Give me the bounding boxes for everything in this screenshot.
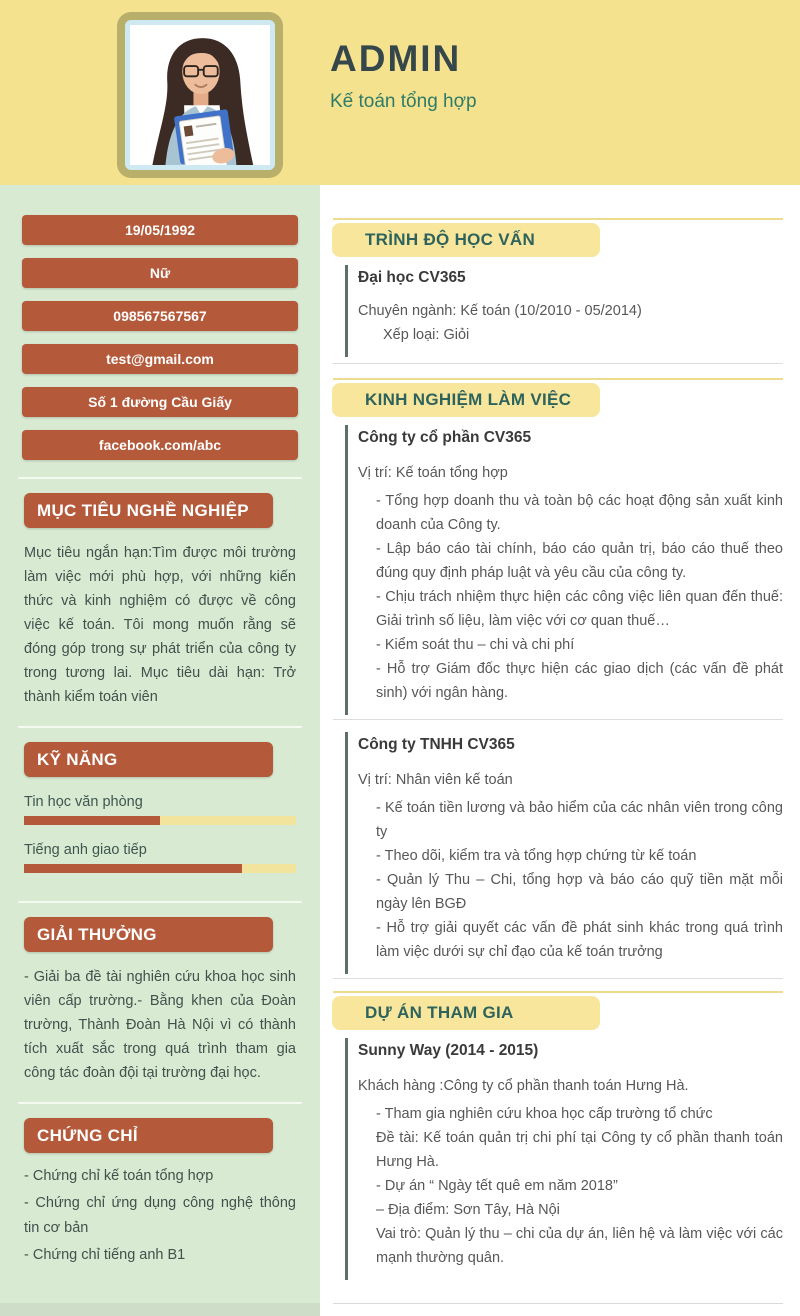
contact-chip-birthday[interactable]: 19/05/1992 — [22, 215, 298, 245]
header-text — [330, 38, 477, 113]
profile-photo-frame — [117, 12, 283, 178]
job-company: Công ty TNHH CV365 — [358, 736, 515, 753]
project-bullet: - Tham gia nghiên cứu khoa học cấp trường tổ chức — [376, 1106, 713, 1122]
job-bullet: - Hỗ trợ giải quyết các vấn đề phát sinh khác trong quá trình làm việc dưới sự chỉ đạo của kế toán trưởng — [376, 920, 783, 960]
skill-bar-track — [24, 816, 296, 825]
project-client: Khách hàng :Công ty cổ phần thanh toán Hưng Hà. — [358, 1078, 689, 1094]
education-grade: Xếp loại: Giỏi — [383, 327, 470, 343]
job-position: Vị trí: Kế toán tổng hợp — [358, 465, 508, 481]
education-block — [345, 265, 783, 357]
section-divider — [333, 978, 783, 979]
projects-section-badge: DỰ ÁN THAM GIA — [332, 996, 600, 1030]
skill-label: Tiếng anh giao tiếp — [24, 842, 147, 858]
experience-job-block — [345, 732, 783, 974]
project-bullet: - Dự án “ Ngày tết quê em năm 2018” — [376, 1178, 618, 1194]
awards-section-header: GIẢI THƯỞNG — [24, 917, 273, 952]
certificates-list — [24, 1164, 296, 1268]
education-major: Chuyên ngành: Kế toán (10/2010 - 05/2014) — [358, 303, 642, 319]
skill-bar-fill — [24, 816, 160, 825]
skill-item — [24, 794, 296, 825]
job-bullet: - Lập báo cáo tài chính, báo cáo quản trị, báo cáo thuế theo đúng quy định pháp luật và yêu cầu của công ty. — [376, 541, 783, 581]
experience-job-block — [345, 425, 783, 715]
job-bullet: - Kiểm soát thu – chi và chi phí — [376, 637, 575, 653]
job-bullet: - Chịu trách nhiệm thực hiện các công việc liên quan đến thuế: Giải trình số liệu, làm việc với cơ quan thuế… — [376, 589, 783, 629]
contact-chip-phone[interactable]: 098567567567 — [22, 301, 298, 331]
profile-photo — [125, 20, 275, 170]
job-bullet: - Tổng hợp doanh thu và toàn bộ các hoạt động sản xuất kinh doanh của Công ty. — [376, 493, 783, 533]
skill-bar-track — [24, 864, 296, 873]
job-company: Công ty cổ phần CV365 — [358, 429, 532, 446]
project-name: Sunny Way (2014 - 2015) — [358, 1042, 539, 1059]
contact-chip-gender[interactable]: Nữ — [22, 258, 298, 288]
experience-section-badge: KINH NGHIỆM LÀM VIỆC — [332, 383, 600, 417]
contact-chip-address[interactable]: Số 1 đường Cầu Giấy — [22, 387, 298, 417]
contact-chip-facebook[interactable]: facebook.com/abc — [22, 430, 298, 460]
job-position: Vị trí: Nhân viên kế toán — [358, 772, 513, 788]
page-bottom-divider — [333, 1303, 783, 1304]
sidebar — [0, 185, 320, 1316]
job-bullet: - Kế toán tiền lương và bảo hiểm của các nhân viên trong công ty — [376, 800, 783, 840]
skill-label: Tin học văn phòng — [24, 794, 143, 810]
candidate-job-title: Kế toán tổng hợp — [330, 91, 477, 112]
skills-section-header: KỸ NĂNG — [24, 742, 273, 777]
project-block — [345, 1038, 783, 1280]
skill-bar-fill — [24, 864, 242, 873]
education-section-badge: TRÌNH ĐỘ HỌC VẤN — [332, 223, 600, 257]
job-bullets — [376, 796, 783, 964]
header — [0, 0, 800, 185]
candidate-name: ADMIN — [330, 38, 462, 79]
sidebar-divider — [18, 726, 302, 728]
sidebar-divider — [18, 1102, 302, 1104]
contact-chip-email[interactable]: test@gmail.com — [22, 344, 298, 374]
section-accent-line — [333, 218, 783, 220]
objective-text: Mục tiêu ngắn hạn:Tìm được môi trường làm việc mới phù hợp, với những kiến thức và kinh nghiệm có được về công việc kế toán. Tôi mong muốn rằng sẽ đóng góp trong sự phát triển của công ty trong tương lai. Mục tiêu dài hạn: Trở thành kiểm toán viên — [24, 545, 296, 705]
project-bullet: Vai trò: Quản lý thu – chi của dự án, liên hệ và làm việc với các mạnh thường quân. — [376, 1226, 783, 1266]
main-column — [320, 185, 800, 1316]
sidebar-footer-strip — [0, 1303, 320, 1316]
sidebar-divider — [18, 901, 302, 903]
section-accent-line — [333, 991, 783, 993]
job-bullet: - Theo dõi, kiểm tra và tổng hợp chứng từ kế toán — [376, 848, 697, 864]
section-accent-line — [333, 378, 783, 380]
certificate-line: - Chứng chỉ tiếng anh B1 — [24, 1247, 186, 1263]
job-bullet: - Hỗ trợ Giám đốc thực hiện các giao dịch (các vấn đề phát sinh) với ngân hàng. — [376, 661, 783, 701]
project-bullet: Đề tài: Kế toán quản trị chi phí tại Công ty cổ phần thanh toán Hưng Hà. — [376, 1130, 783, 1170]
objective-section-header: MỤC TIÊU NGHỀ NGHIỆP — [24, 493, 273, 528]
certificate-line: - Chứng chỉ kế toán tổng hợp — [24, 1168, 214, 1184]
certificates-section-header: CHỨNG CHỈ — [24, 1118, 273, 1153]
section-divider — [333, 363, 783, 364]
skill-item — [24, 842, 296, 873]
job-bullet: - Quản lý Thu – Chi, tổng hợp và báo cáo quỹ tiền mặt mỗi ngày lên BGĐ — [376, 872, 783, 912]
profile-photo-illustration — [130, 25, 270, 165]
sidebar-divider — [18, 477, 302, 479]
awards-text: - Giải ba đề tài nghiên cứu khoa học sinh viên cấp trường.- Bằng khen của Đoàn trường, Thành Đoàn Hà Nội vì có thành tích xuất sắc trong quá trình tham gia công tác đoàn đội tại trường đại học. — [24, 969, 296, 1081]
job-bullets — [376, 489, 783, 705]
project-bullet: – Địa điểm: Sơn Tây, Hà Nội — [376, 1202, 560, 1218]
certificate-line: - Chứng chỉ ứng dụng công nghệ thông tin cơ bản — [24, 1195, 296, 1236]
section-divider — [333, 719, 783, 720]
education-school: Đại học CV365 — [358, 269, 466, 286]
project-bullets — [376, 1102, 783, 1270]
